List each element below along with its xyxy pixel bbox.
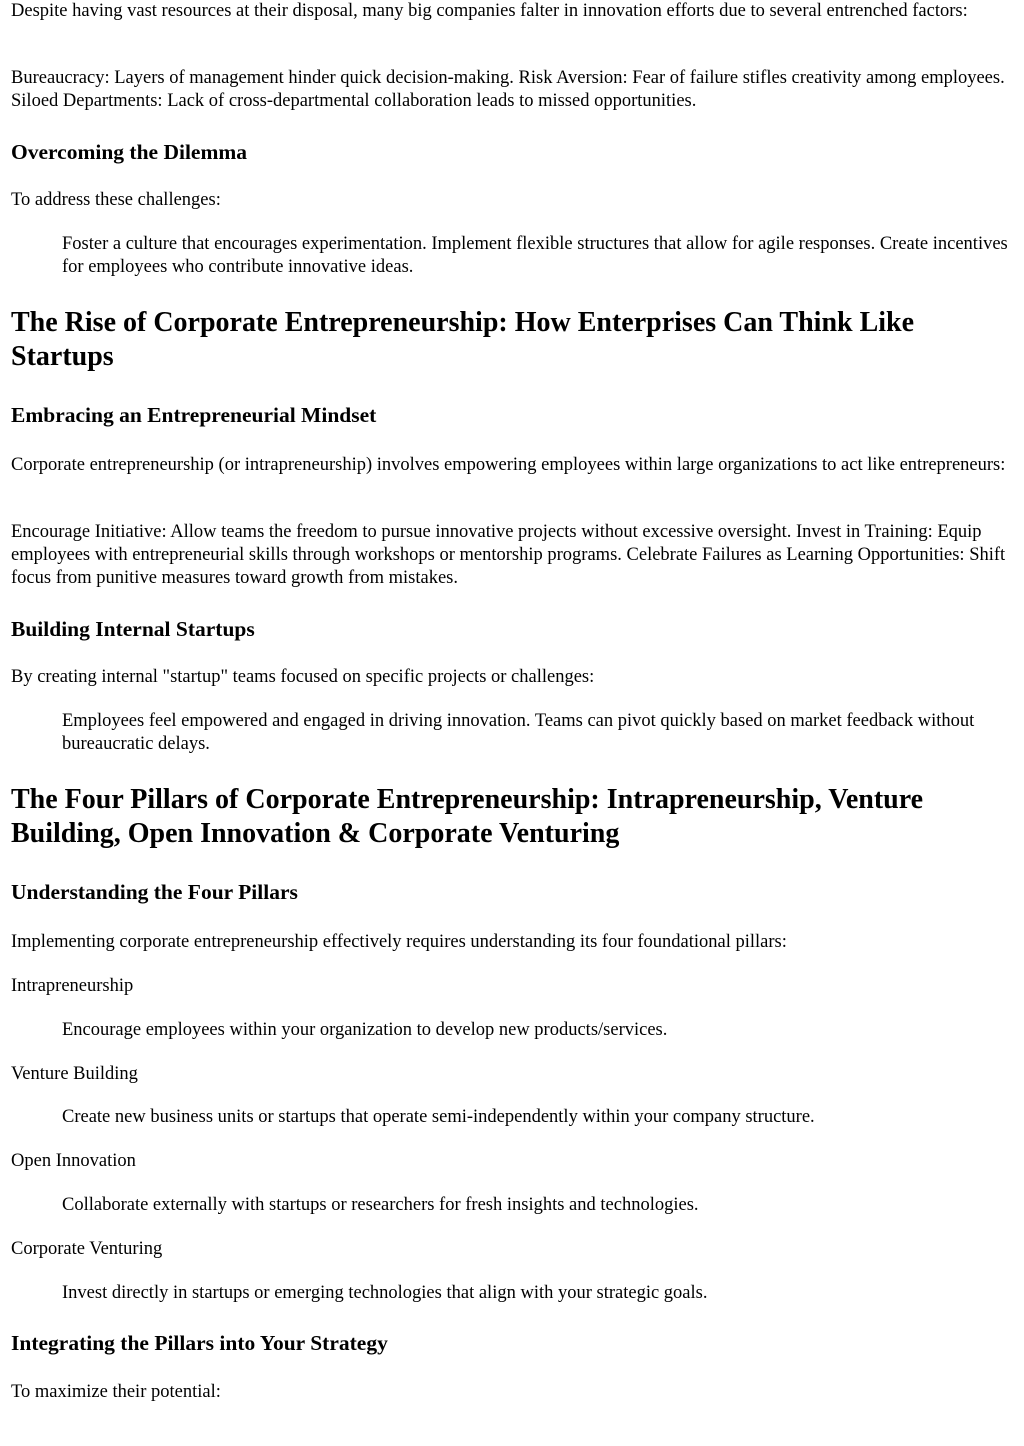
internal-blockquote: Employees feel empowered and engaged in driving innovation. Teams can pivot quickly based on market feedback without bureaucratic delays. [62, 711, 975, 754]
pillar-term: Open Innovation [11, 1151, 136, 1171]
pillar-term: Corporate Venturing [11, 1239, 163, 1259]
heading-mindset: Embracing an Entrepreneurial Mindset [11, 403, 377, 427]
pillar-term: Venture Building [11, 1064, 138, 1084]
heading-rise: The Rise of Corporate Entrepreneurship: How Enterprises Can Think Like Startups [11, 307, 915, 372]
challenges-paragraph: Bureaucracy: Layers of management hinder quick decision-making. Risk Aversion: Fear of failure stifles creativity among employees. Siloed Departments: Lack of cross-departmental collaboration leads to missed opportunities. [11, 68, 1005, 111]
heading-overcoming: Overcoming the Dilemma [11, 140, 248, 164]
integrating-paragraph: To maximize their potential: [11, 1382, 221, 1402]
pillar-description: Encourage employees within your organization to develop new products/services. [62, 1020, 668, 1040]
mindset-list-paragraph: Encourage Initiative: Allow teams the freedom to pursue innovative projects without excessive oversight. Invest in Training: Equip employees with entrepreneurial skills through workshops or mentorship programs. Celebrate Failures as Learning Opportunities: Shift focus from punitive measures toward growth from mistakes. [11, 522, 1006, 588]
heading-four-pillars: The Four Pillars of Corporate Entrepreneurship: Intrapreneurship, Venture Building, Open Innovation & Corporate Venturing [11, 784, 924, 849]
overcoming-blockquote: Foster a culture that encourages experimentation. Implement flexible structures that allow for agile responses. Create incentives for employees who contribute innovative ideas. [62, 234, 1008, 277]
heading-integrating: Integrating the Pillars into Your Strategy [11, 1331, 388, 1355]
pillar-description: Collaborate externally with startups or researchers for fresh insights and technologies. [62, 1195, 699, 1215]
mindset-paragraph: Corporate entrepreneurship (or intrapreneurship) involves empowering employees within large organizations to act like entrepreneurs: [11, 455, 1006, 475]
pillar-description: Invest directly in startups or emerging technologies that align with your strategic goals. [62, 1283, 708, 1303]
heading-understanding: Understanding the Four Pillars [11, 880, 298, 904]
internal-paragraph: By creating internal "startup" teams focused on specific projects or challenges: [11, 667, 595, 687]
intro-paragraph: Despite having vast resources at their disposal, many big companies falter in innovation efforts due to several entrenched factors: [11, 1, 968, 21]
overcoming-paragraph: To address these challenges: [11, 190, 221, 210]
pillar-term: Intrapreneurship [11, 976, 134, 996]
pillar-description: Create new business units or startups that operate semi-independently within your company structure. [62, 1107, 815, 1127]
understanding-paragraph: Implementing corporate entrepreneurship effectively requires understanding its four foundational pillars: [11, 932, 787, 952]
heading-internal-startups: Building Internal Startups [11, 617, 255, 641]
